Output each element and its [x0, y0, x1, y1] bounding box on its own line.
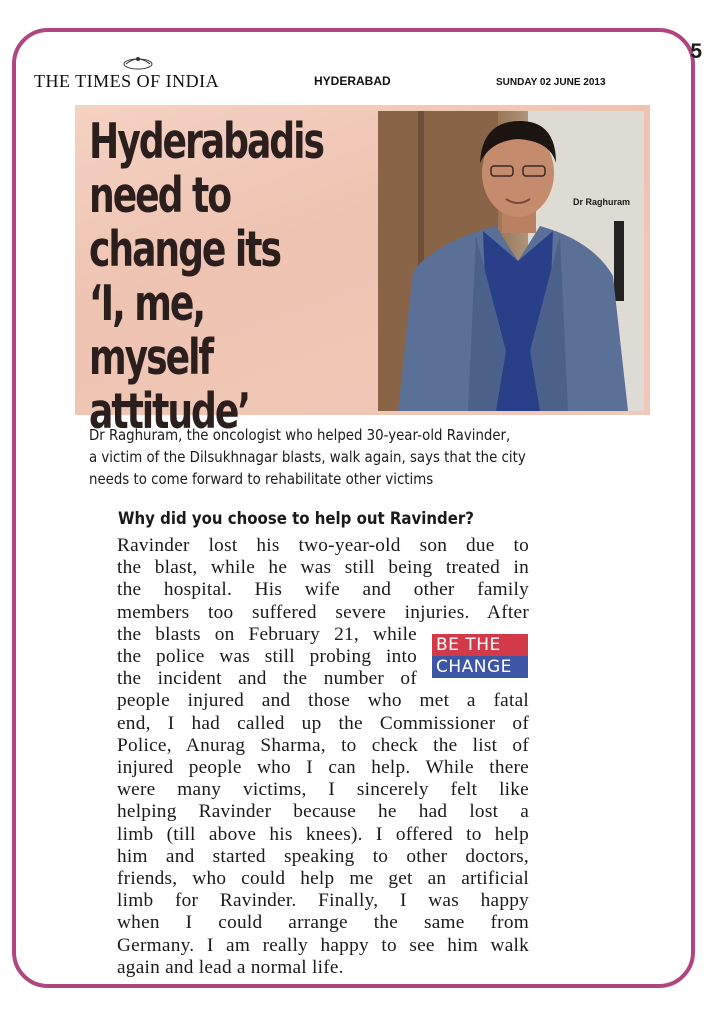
- answer-line: were many victims, I sincerely felt like: [117, 779, 529, 801]
- masthead: [34, 60, 644, 96]
- interview-answer: [117, 535, 529, 979]
- answer-line: Police, Anurag Sharma, to check the list of: [117, 734, 529, 756]
- portrait-illustration: [378, 111, 644, 411]
- answer-line: the blasts on February 21, while: [117, 623, 417, 645]
- edition-label: HYDERABAD: [314, 74, 391, 88]
- newspaper-name: THE TIMES OF INDIA: [34, 71, 220, 91]
- be-the-change-badge: [432, 634, 528, 678]
- answer-line: him and started speaking to other doctors,: [117, 845, 529, 867]
- standfirst-line: needs to come forward to rehabilitate other victims: [89, 470, 434, 488]
- answer-line: limb for Ravinder. Finally, I was happy: [117, 890, 529, 912]
- answer-line: friends, who could help me get an artificial: [117, 868, 529, 890]
- answer-line: Ravinder lost his two-year-old son due to: [117, 535, 529, 556]
- badge-top-label: BE THE: [432, 634, 528, 656]
- answer-line: the hospital. His wife and other family: [117, 579, 529, 601]
- photo-caption: Dr Raghuram: [572, 197, 630, 207]
- standfirst: [89, 424, 608, 490]
- headline: Hyderabadis need to change its ‘I, me, myself attitude’: [89, 113, 323, 440]
- answer-line: end, I had called up the Commissioner of: [117, 712, 529, 734]
- answer-line: Germany. I am really happy to see him walk: [117, 934, 529, 956]
- publication-date: SUNDAY 02 JUNE 2013: [496, 77, 606, 88]
- page-number: 5: [690, 40, 702, 63]
- answer-line: injured people who I can help. While there: [117, 757, 529, 779]
- answer-line: the blast, while he was still being treated in: [117, 557, 529, 579]
- emblem-icon: [116, 54, 160, 70]
- answer-line: limb (till above his knees). I offered to help: [117, 823, 529, 845]
- answer-line: when I could arrange the same from: [117, 912, 529, 934]
- interview-question: Why did you choose to help out Ravinder?: [118, 509, 474, 529]
- answer-line: helping Ravinder because he had lost a: [117, 801, 529, 823]
- standfirst-line: Dr Raghuram, the oncologist who helped 30-year-old Ravinder,: [89, 426, 511, 444]
- standfirst-line: a victim of the Dilsukhnagar blasts, walk again, says that the city: [89, 448, 526, 466]
- answer-line: again and lead a normal life.: [117, 956, 344, 978]
- answer-line: people injured and those who met a fatal: [117, 690, 529, 712]
- answer-line: the incident and the number of: [117, 668, 417, 690]
- answer-line: the police was still probing into: [117, 646, 417, 668]
- badge-bottom-label: CHANGE: [432, 656, 528, 678]
- answer-line: members too suffered severe injuries. After: [117, 601, 529, 623]
- portrait-photo: [378, 111, 644, 411]
